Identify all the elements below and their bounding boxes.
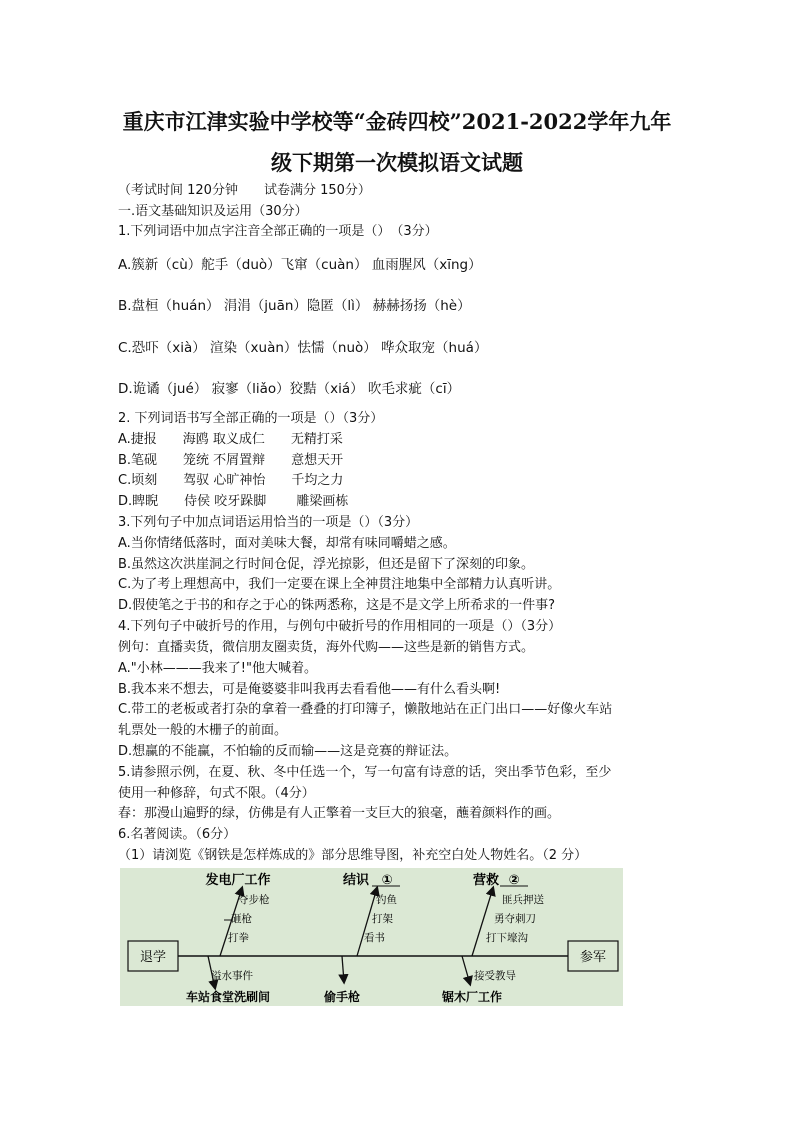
q4-stem: 4.下列句子中破折号的作用，与例句中破折号的作用相同的一项是（）（3分） <box>118 619 562 634</box>
bottom-branch-2 <box>342 956 344 982</box>
section-1-heading: 一.语文基础知识及运用（30分） <box>118 204 308 219</box>
q4-option-d: D.想赢的不能赢，不怕输的反而输——这是竞赛的辩证法。 <box>118 744 458 759</box>
q5-stem-line2: 使用一种修辞，句式不限。（4分） <box>118 786 315 801</box>
exam-title-line1: 重庆市江津实验中学校等“金砖四校”2021-2022学年九年 <box>122 109 672 134</box>
q1-option-d: D.诡谲（jué） 寂寥（liǎo）狡黠（xiá） 吹毛求疵（cī） <box>118 381 461 397</box>
bottom-header-sawmill: 锯木厂工作 <box>441 990 503 1004</box>
bottom-item-teaching: 接受教导 <box>474 970 516 982</box>
q3-stem: 3.下列句子中加点词语运用恰当的一项是（）（3分） <box>118 515 419 530</box>
q1-option-c: C.恐吓（xià） 渲染（xuàn）怯懦（nuò） 哗众取宠（huá） <box>118 340 488 356</box>
branch2-item-1: 钓鱼 <box>376 894 397 906</box>
exam-title-line2: 级下期第一次模拟语文试题 <box>271 150 523 175</box>
start-label: 退学 <box>139 950 167 965</box>
bottom-item-overflow: 溢水事件 <box>211 970 253 982</box>
q4-option-b: B.我本来不想去，可是俺婆婆非叫我再去看看他——有什么看头啊! <box>118 682 501 697</box>
q5-example: 春：那漫山遍野的绿，仿佛是有人正擎着一支巨大的狼毫，蘸着颜料作的画。 <box>118 806 561 821</box>
q3-option-b: B.虽然这次洪崖洞之行时间仓促，浮光掠影，但还是留下了深刻的印象。 <box>118 557 535 572</box>
bottom-header-canteen: 车站食堂洗刷间 <box>185 990 271 1004</box>
q4-example: 例句：直播卖货，微信朋友圈卖货，海外代购——这些是新的销售方式。 <box>118 640 535 655</box>
exam-info: （考试时间 120分钟 试卷满分 150分） <box>118 183 371 198</box>
q2-option-a: A.捷报 海鸥 取义成仁 无精打采 <box>118 432 343 447</box>
q4-option-c-continued: 轧票处一般的木栅子的前面。 <box>118 723 288 738</box>
bottom-branch-3 <box>462 956 470 984</box>
header-meet: 结识 <box>342 873 370 888</box>
end-label: 参军 <box>579 950 607 965</box>
q3-option-a: A.当你情绪低落时，面对美味大餐，却常有味同嚼蜡之感。 <box>118 536 456 551</box>
branch3-item-3: 打下壕沟 <box>486 932 528 944</box>
q6-sub1: （1）请浏览《钢铁是怎样炼成的》部分思维导图，补充空白处人物姓名。（2 分） <box>118 848 588 863</box>
branch1-item-3: 打拳 <box>228 932 249 944</box>
branch3-item-2: 勇夺刺刀 <box>494 913 536 925</box>
q2-option-b: B.笔砚 笼统 不屑置辩 意想天开 <box>118 453 344 468</box>
q2-stem: 2. 下列词语书写全部正确的一项是（）（3分） <box>118 411 384 426</box>
q3-option-d: D.假使笔之于书的和存之于心的铢两悉称，这是不是文学上所希求的一件事? <box>118 598 556 613</box>
branch2-item-3: 看书 <box>364 932 385 944</box>
fishbone-svg <box>120 868 623 1006</box>
branch1-item-1: 夺步枪 <box>238 894 270 906</box>
q2-option-c: C.顷刻 驾驭 心旷神怡 千均之力 <box>118 473 344 488</box>
blank-2: ② <box>508 873 520 888</box>
branch3-item-1: 匪兵押送 <box>502 894 544 906</box>
q1-option-b: B.盘桓（huán） 涓涓（juān）隐匿（lì） 赫赫扬扬（hè） <box>118 298 471 314</box>
branch-line-3 <box>472 888 493 956</box>
q4-option-c: C.带工的老板或者打杂的拿着一叠叠的打印簿子，懒散地站在正门出口——好像火车站 <box>118 702 613 717</box>
q5-stem-line1: 5.请参照示例，在夏、秋、冬中任选一个，写一句富有诗意的话，突出季节色彩，至少 <box>118 765 612 780</box>
q3-option-c: C.为了考上理想高中，我们一定要在课上全神贯注地集中全部精力认真听讲。 <box>118 577 561 592</box>
header-rescue: 营救 <box>472 873 500 888</box>
fishbone-mind-map <box>120 868 623 1006</box>
q1-stem: 1.下列词语中加点字注音全部正确的一项是（） （3分） <box>118 224 438 239</box>
q6-stem: 6.名著阅读。（6分） <box>118 827 237 842</box>
branch1-item-2: 砸枪 <box>231 913 252 925</box>
q1-option-a: A.簇新（cù）舵手（duò）飞窜（cuàn） 血雨腥风（xīng） <box>118 257 482 273</box>
q4-option-a: A."小林———我来了!"他大喊着。 <box>118 661 317 676</box>
bottom-header-pistol: 偷手枪 <box>323 990 361 1004</box>
q2-option-d: D.睥睨 侍侯 咬牙跺脚 雕梁画栋 <box>118 494 349 509</box>
branch2-item-2: 打架 <box>372 913 393 925</box>
blank-1: ① <box>381 873 393 888</box>
header-power-plant: 发电厂工作 <box>205 873 271 888</box>
